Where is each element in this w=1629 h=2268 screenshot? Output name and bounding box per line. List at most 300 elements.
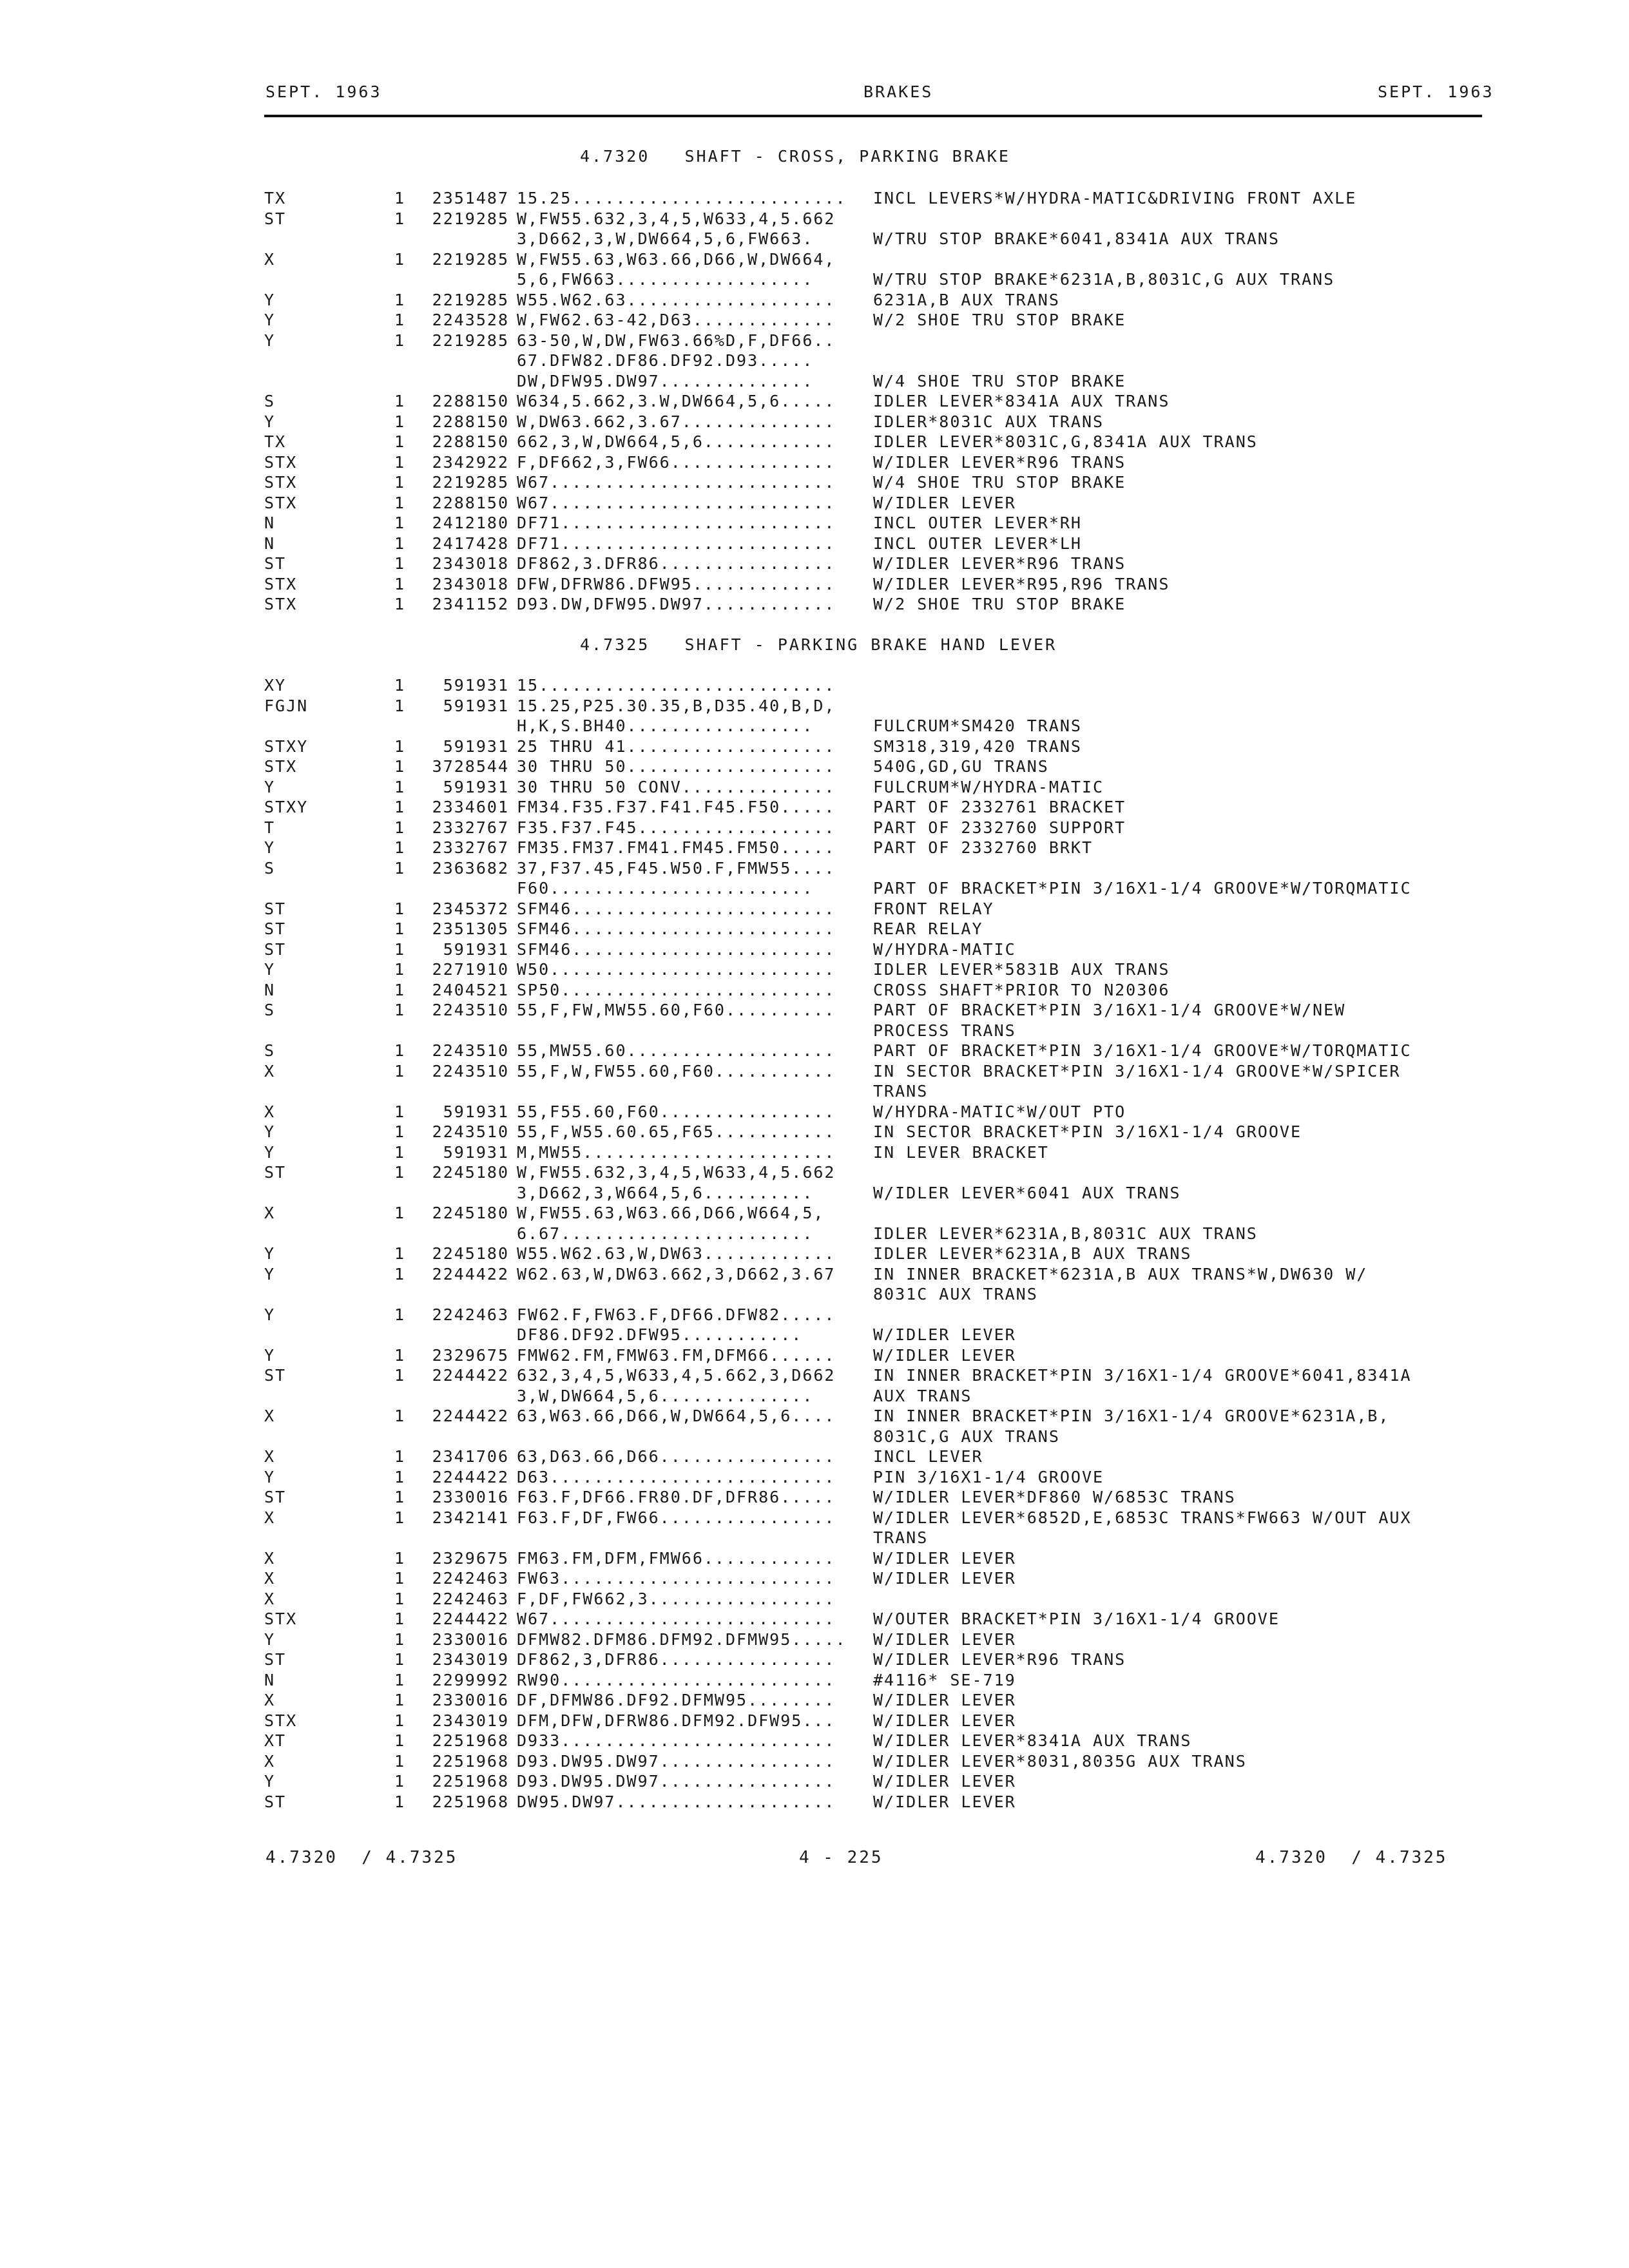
quantity: 1 xyxy=(394,696,406,715)
usage-code: ST xyxy=(264,1163,287,1182)
description: IDLER*8031C AUX TRANS xyxy=(873,412,1104,431)
application: 37,F37.45,F45.W50.F,FMW55.... xyxy=(517,858,836,878)
usage-code: STX xyxy=(264,1610,298,1628)
description: PROCESS TRANS xyxy=(873,1021,1016,1040)
quantity: 1 xyxy=(394,838,406,857)
table-row xyxy=(0,1386,1629,1407)
quantity: 1 xyxy=(394,1488,406,1506)
description: 6231A,B AUX TRANS xyxy=(873,290,1060,309)
description: W/IDLER LEVER xyxy=(873,1548,1016,1568)
usage-code: X xyxy=(264,1508,276,1527)
part-number: 2342922 xyxy=(432,452,509,472)
table-row xyxy=(0,1061,1629,1082)
description: W/IDLER LEVER*R96 TRANS xyxy=(873,452,1126,472)
application: 55,F,W55.60.65,F65........... xyxy=(517,1122,836,1141)
description: W/IDLER LEVER xyxy=(873,1325,1016,1344)
description: W/IDLER LEVER*6852D,E,6853C TRANS*FW663 W/OUT AUX xyxy=(873,1508,1412,1527)
application: DF86.DF92.DFW95........... xyxy=(517,1325,803,1344)
part-number: 2251968 xyxy=(432,1731,509,1750)
part-number: 2244422 xyxy=(432,1264,509,1283)
table-row xyxy=(0,1690,1629,1711)
table-row xyxy=(0,696,1629,716)
usage-code: Y xyxy=(264,1264,276,1283)
table-row xyxy=(0,1792,1629,1812)
application: 5,6,FW663.................. xyxy=(517,270,814,289)
description: W/IDLER LEVER*R96 TRANS xyxy=(873,1650,1126,1669)
usage-code: Y xyxy=(264,412,276,431)
description: 8031C,G AUX TRANS xyxy=(873,1427,1060,1446)
application: F,DF,FW662,3................. xyxy=(517,1589,836,1608)
quantity: 1 xyxy=(394,818,406,837)
header-left-date: SEPT. 1963 xyxy=(265,82,382,101)
quantity: 1 xyxy=(394,290,406,309)
quantity: 1 xyxy=(394,1772,406,1791)
table-row xyxy=(0,574,1629,595)
description: IDLER LEVER*8341A AUX TRANS xyxy=(873,392,1170,410)
usage-code: N xyxy=(264,1670,276,1689)
table-row xyxy=(0,533,1629,554)
table-row xyxy=(0,1446,1629,1467)
part-number: 2244422 xyxy=(432,1610,509,1628)
usage-code: XY xyxy=(264,676,287,695)
table-row xyxy=(0,777,1629,798)
description: W/IDLER LEVER*8341A AUX TRANS xyxy=(873,1731,1192,1750)
table-row xyxy=(0,412,1629,432)
quantity: 1 xyxy=(394,1548,406,1568)
table-row xyxy=(0,249,1629,270)
table-row xyxy=(0,331,1629,351)
description: INCL LEVERS*W/HYDRA-MATIC&DRIVING FRONT AXLE xyxy=(873,189,1357,207)
table-row xyxy=(0,1122,1629,1142)
part-number: 2219285 xyxy=(432,209,509,228)
usage-code: ST xyxy=(264,1792,287,1811)
application: F63.F,DF66.FR80.DF,DFR86..... xyxy=(517,1488,836,1506)
part-number: 2251968 xyxy=(432,1772,509,1791)
footer-left-ref: 4.7320 / 4.7325 xyxy=(265,1848,458,1867)
table-row xyxy=(0,1021,1629,1041)
description: W/IDLER LEVER xyxy=(873,1629,1016,1649)
description: W/OUTER BRACKET*PIN 3/16X1-1/4 GROOVE xyxy=(873,1610,1280,1628)
quantity: 1 xyxy=(394,1751,406,1771)
part-number: 2243528 xyxy=(432,311,509,329)
description: PART OF BRACKET*PIN 3/16X1-1/4 GROOVE*W/NEW xyxy=(873,1001,1346,1019)
application: D933......................... xyxy=(517,1731,836,1750)
application: W,FW55.632,3,4,5,W633,4,5.662 xyxy=(517,209,836,228)
part-number: 591931 xyxy=(443,676,509,695)
application: FW63......................... xyxy=(517,1569,836,1588)
usage-code: TX xyxy=(264,189,287,207)
application: W67.......................... xyxy=(517,493,836,512)
part-number: 2244422 xyxy=(432,1467,509,1486)
usage-code: Y xyxy=(264,1122,276,1141)
footer-right-ref: 4.7320 / 4.7325 xyxy=(1255,1848,1448,1867)
table-row xyxy=(0,838,1629,858)
usage-code: X xyxy=(264,1691,276,1709)
quantity: 1 xyxy=(394,1467,406,1486)
application: 55,F,W,FW55.60,F60........... xyxy=(517,1061,836,1081)
usage-code: STXY xyxy=(264,736,309,756)
part-number: 2412180 xyxy=(432,514,509,532)
application: 55,F,FW,MW55.60,F60.......... xyxy=(517,1001,836,1019)
part-number: 2243510 xyxy=(432,1122,509,1141)
table-row xyxy=(0,1142,1629,1163)
application: SFM46........................ xyxy=(517,899,836,918)
usage-code: ST xyxy=(264,939,287,959)
description: W/TRU STOP BRAKE*6041,8341A AUX TRANS xyxy=(873,229,1280,248)
description: FULCRUM*W/HYDRA-MATIC xyxy=(873,777,1104,796)
table-row xyxy=(0,1670,1629,1691)
application: FW62.F,FW63.F,DF66.DFW82..... xyxy=(517,1305,836,1324)
part-number: 2288150 xyxy=(432,392,509,410)
quantity: 1 xyxy=(394,554,406,573)
table-row xyxy=(0,899,1629,919)
table-row xyxy=(0,878,1629,899)
application: W50.......................... xyxy=(517,960,836,979)
part-number: 2245180 xyxy=(432,1163,509,1182)
table-row xyxy=(0,1589,1629,1610)
quantity: 1 xyxy=(394,1569,406,1588)
application: RW90......................... xyxy=(517,1670,836,1689)
part-number: 2299992 xyxy=(432,1670,509,1689)
application: DW,DFW95.DW97.............. xyxy=(517,371,814,390)
part-number: 2330016 xyxy=(432,1691,509,1709)
part-number: 2219285 xyxy=(432,249,509,269)
application: F63.F,DF,FW66................ xyxy=(517,1508,836,1527)
application: F60........................ xyxy=(517,879,814,898)
quantity: 1 xyxy=(394,1610,406,1628)
table-row xyxy=(0,1629,1629,1650)
usage-code: STXY xyxy=(264,798,309,816)
usage-code: N xyxy=(264,980,276,999)
application: SFM46........................ xyxy=(517,919,836,938)
application: FM34.F35.F37.F41.F45.F50..... xyxy=(517,798,836,816)
table-row xyxy=(0,1264,1629,1285)
table-row xyxy=(0,1731,1629,1751)
application: F,DF662,3,FW66............... xyxy=(517,452,836,472)
table-row xyxy=(0,1244,1629,1264)
quantity: 1 xyxy=(394,1366,406,1385)
table-row xyxy=(0,1000,1629,1021)
description: INCL LEVER xyxy=(873,1447,983,1466)
usage-code: Y xyxy=(264,1772,276,1791)
description: W/IDLER LEVER*8031,8035G AUX TRANS xyxy=(873,1751,1247,1771)
table-row xyxy=(0,1081,1629,1102)
part-number: 2271910 xyxy=(432,960,509,979)
table-row xyxy=(0,1325,1629,1345)
part-number: 2245180 xyxy=(432,1204,509,1222)
part-number: 2330016 xyxy=(432,1629,509,1649)
table-row xyxy=(0,290,1629,311)
part-number: 2251968 xyxy=(432,1792,509,1811)
table-row xyxy=(0,1508,1629,1528)
application: DF71......................... xyxy=(517,533,836,553)
usage-code: X xyxy=(264,1447,276,1466)
usage-code: X xyxy=(264,1548,276,1568)
part-number: 2242463 xyxy=(432,1589,509,1608)
application: 662,3,W,DW664,5,6............ xyxy=(517,432,836,451)
table-row xyxy=(0,919,1629,939)
table-row xyxy=(0,594,1629,615)
quantity: 1 xyxy=(394,1629,406,1649)
table-row xyxy=(0,472,1629,493)
application: 30 THRU 50 CONV.............. xyxy=(517,777,836,796)
application: 25 THRU 41................... xyxy=(517,736,836,756)
part-number: 2343018 xyxy=(432,554,509,573)
quantity: 1 xyxy=(394,432,406,451)
description: W/IDLER LEVER xyxy=(873,1711,1016,1730)
application: DFMW82.DFM86.DFM92.DFMW95..... xyxy=(517,1629,847,1649)
usage-code: T xyxy=(264,818,276,837)
part-number: 2219285 xyxy=(432,473,509,492)
part-number: 2341152 xyxy=(432,595,509,613)
usage-code: Y xyxy=(264,960,276,979)
description: PART OF BRACKET*PIN 3/16X1-1/4 GROOVE*W/TORQMATIC xyxy=(873,1041,1412,1060)
description: W/IDLER LEVER xyxy=(873,1792,1016,1811)
application: 55,F55.60,F60................ xyxy=(517,1102,836,1121)
description: TRANS xyxy=(873,1528,929,1547)
quantity: 1 xyxy=(394,392,406,410)
quantity: 1 xyxy=(394,1163,406,1182)
quantity: 1 xyxy=(394,899,406,918)
table-row xyxy=(0,432,1629,452)
description: INCL OUTER LEVER*LH xyxy=(873,533,1082,553)
part-number: 591931 xyxy=(443,696,509,715)
usage-code: Y xyxy=(264,1629,276,1649)
quantity: 1 xyxy=(394,1061,406,1081)
description: PART OF 2332760 BRKT xyxy=(873,838,1094,857)
application: W,FW55.63,W63.66,D66,W,DW664, xyxy=(517,249,836,269)
quantity: 1 xyxy=(394,1589,406,1608)
quantity: 1 xyxy=(394,595,406,613)
table-row xyxy=(0,1711,1629,1731)
part-number: 2404521 xyxy=(432,980,509,999)
description: IDLER LEVER*5831B AUX TRANS xyxy=(873,960,1170,979)
description: CROSS SHAFT*PRIOR TO N20306 xyxy=(873,980,1170,999)
quantity: 1 xyxy=(394,452,406,472)
description: W/TRU STOP BRAKE*6231A,B,8031C,G AUX TRANS xyxy=(873,270,1335,289)
usage-code: Y xyxy=(264,1142,276,1162)
usage-code: X xyxy=(264,1751,276,1771)
application: DW95.DW97.................... xyxy=(517,1792,836,1811)
part-number: 591931 xyxy=(443,777,509,796)
header-right-date: SEPT. 1963 xyxy=(1378,82,1494,101)
quantity: 1 xyxy=(394,1731,406,1750)
description: W/HYDRA-MATIC*W/OUT PTO xyxy=(873,1102,1126,1121)
table-row xyxy=(0,452,1629,473)
header-rule xyxy=(264,115,1482,117)
part-number: 2342141 xyxy=(432,1508,509,1527)
usage-code: X xyxy=(264,249,276,269)
application: FM35.FM37.FM41.FM45.FM50..... xyxy=(517,838,836,857)
quantity: 1 xyxy=(394,1142,406,1162)
usage-code: STX xyxy=(264,493,298,512)
description: W/4 SHOE TRU STOP BRAKE xyxy=(873,473,1126,492)
quantity: 1 xyxy=(394,533,406,553)
usage-code: X xyxy=(264,1061,276,1081)
table-row xyxy=(0,1365,1629,1386)
application: W55.W62.63................... xyxy=(517,290,836,309)
application: F35.F37.F45.................. xyxy=(517,818,836,837)
application: 67.DFW82.DF86.DF92.D93..... xyxy=(517,351,814,370)
part-number: 2251968 xyxy=(432,1751,509,1771)
usage-code: Y xyxy=(264,311,276,329)
usage-code: X xyxy=(264,1407,276,1425)
description: W/IDLER LEVER xyxy=(873,1345,1016,1365)
quantity: 1 xyxy=(394,209,406,228)
description: W/IDLER LEVER*DF860 W/6853C TRANS xyxy=(873,1488,1236,1506)
table-row xyxy=(0,939,1629,960)
table-row xyxy=(0,716,1629,736)
description: IN SECTOR BRACKET*PIN 3/16X1-1/4 GROOVE xyxy=(873,1122,1302,1141)
table-row xyxy=(0,493,1629,514)
application: FMW62.FM,FMW63.FM,DFM66...... xyxy=(517,1345,836,1365)
part-number: 2243510 xyxy=(432,1061,509,1081)
table-row xyxy=(0,1487,1629,1508)
application: 15........................... xyxy=(517,676,836,695)
application: 30 THRU 50................... xyxy=(517,757,836,776)
table-row xyxy=(0,1102,1629,1122)
description: IN INNER BRACKET*PIN 3/16X1-1/4 GROOVE*6231A,B, xyxy=(873,1407,1390,1425)
part-number: 2343019 xyxy=(432,1650,509,1669)
part-number: 2332767 xyxy=(432,838,509,857)
application: W634,5.662,3.W,DW664,5,6..... xyxy=(517,392,836,410)
application: W67.......................... xyxy=(517,473,836,492)
table-row xyxy=(0,391,1629,412)
application: W,DW63.662,3.67.............. xyxy=(517,412,836,431)
usage-code: Y xyxy=(264,1467,276,1486)
table-row xyxy=(0,1771,1629,1792)
description: W/IDLER LEVER xyxy=(873,493,1016,512)
application: M,MW55....................... xyxy=(517,1142,836,1162)
application: D63.......................... xyxy=(517,1467,836,1486)
table-row xyxy=(0,1203,1629,1224)
application: 15.25......................... xyxy=(517,189,847,207)
quantity: 1 xyxy=(394,939,406,959)
application: DFW,DFRW86.DFW95............. xyxy=(517,574,836,593)
usage-code: STX xyxy=(264,595,298,613)
page-number: 4 - 225 xyxy=(799,1848,883,1867)
section-title-4-7320: 4.7320 SHAFT - CROSS, PARKING BRAKE xyxy=(580,147,1010,166)
quantity: 1 xyxy=(394,1102,406,1121)
quantity: 1 xyxy=(394,736,406,756)
quantity: 1 xyxy=(394,777,406,796)
table-row xyxy=(0,1284,1629,1305)
part-number: 2351305 xyxy=(432,919,509,938)
usage-code: N xyxy=(264,514,276,532)
usage-code: N xyxy=(264,533,276,553)
application: 3,D662,3,W664,5,6.......... xyxy=(517,1183,814,1202)
application: DF862,3,DFR86................ xyxy=(517,1650,836,1669)
description: W/2 SHOE TRU STOP BRAKE xyxy=(873,311,1126,329)
table-row xyxy=(0,1427,1629,1447)
usage-code: X xyxy=(264,1102,276,1121)
description: PART OF 2332760 SUPPORT xyxy=(873,818,1126,837)
quantity: 1 xyxy=(394,412,406,431)
usage-code: Y xyxy=(264,838,276,857)
quantity: 1 xyxy=(394,1691,406,1709)
usage-code: X xyxy=(264,1204,276,1222)
application: H,K,S.BH40................. xyxy=(517,716,814,735)
description: AUX TRANS xyxy=(873,1386,972,1405)
usage-code: STX xyxy=(264,574,298,593)
application: DF,DFMW86.DF92.DFMW95........ xyxy=(517,1691,836,1709)
table-row xyxy=(0,736,1629,757)
usage-code: ST xyxy=(264,1488,287,1506)
description: 540G,GD,GU TRANS xyxy=(873,757,1049,776)
quantity: 1 xyxy=(394,189,406,207)
usage-code: ST xyxy=(264,919,287,938)
table-row xyxy=(0,513,1629,533)
application: 6.67....................... xyxy=(517,1224,814,1243)
description: IDLER LEVER*6231A,B,8031C AUX TRANS xyxy=(873,1224,1258,1243)
table-row xyxy=(0,229,1629,249)
description: W/IDLER LEVER*R96 TRANS xyxy=(873,554,1126,573)
quantity: 1 xyxy=(394,1447,406,1466)
application: W62.63,W,DW63.662,3,D662,3.67 xyxy=(517,1264,836,1283)
table-row xyxy=(0,1305,1629,1325)
application: W,FW55.632,3,4,5,W633,4,5.662 xyxy=(517,1163,836,1182)
part-number: 2242463 xyxy=(432,1569,509,1588)
usage-code: S xyxy=(264,392,276,410)
part-number: 2288150 xyxy=(432,493,509,512)
table-row xyxy=(0,1162,1629,1183)
application: SP50......................... xyxy=(517,980,836,999)
table-row xyxy=(0,1183,1629,1204)
usage-code: ST xyxy=(264,209,287,228)
usage-code: Y xyxy=(264,331,276,350)
description: IN INNER BRACKET*PIN 3/16X1-1/4 GROOVE*6041,8341A xyxy=(873,1366,1412,1385)
table-row xyxy=(0,756,1629,777)
part-number: 2243510 xyxy=(432,1041,509,1060)
application: W55.W62.63,W,DW63............ xyxy=(517,1244,836,1263)
usage-code: ST xyxy=(264,1366,287,1385)
table-row xyxy=(0,1041,1629,1061)
part-number: 2219285 xyxy=(432,331,509,350)
usage-code: Y xyxy=(264,777,276,796)
application: 15.25,P25.30.35,B,D35.40,B,D, xyxy=(517,696,836,715)
usage-code: S xyxy=(264,1041,276,1060)
usage-code: S xyxy=(264,1001,276,1019)
section-title-4-7325: 4.7325 SHAFT - PARKING BRAKE HAND LEVER xyxy=(580,635,1057,654)
description: IN SECTOR BRACKET*PIN 3/16X1-1/4 GROOVE*W/SPICER xyxy=(873,1061,1401,1081)
table-row xyxy=(0,959,1629,980)
description: FULCRUM*SM420 TRANS xyxy=(873,716,1082,735)
part-number: 3728544 xyxy=(432,757,509,776)
part-number: 2343019 xyxy=(432,1711,509,1730)
quantity: 1 xyxy=(394,1244,406,1263)
description: FRONT RELAY xyxy=(873,899,994,918)
part-number: 2244422 xyxy=(432,1366,509,1385)
table-row xyxy=(0,797,1629,818)
description: TRANS xyxy=(873,1082,929,1100)
table-row xyxy=(0,209,1629,229)
description: PIN 3/16X1-1/4 GROOVE xyxy=(873,1467,1104,1486)
quantity: 1 xyxy=(394,960,406,979)
table-row xyxy=(0,1345,1629,1366)
part-number: 2363682 xyxy=(432,858,509,878)
quantity: 1 xyxy=(394,980,406,999)
usage-code: ST xyxy=(264,1650,287,1669)
usage-code: Y xyxy=(264,1345,276,1365)
usage-code: STX xyxy=(264,473,298,492)
usage-code: TX xyxy=(264,432,287,451)
application: 3,D662,3,W,DW664,5,6,FW663. xyxy=(517,229,814,248)
description: IN LEVER BRACKET xyxy=(873,1142,1049,1162)
table-row xyxy=(0,1467,1629,1488)
description: W/IDLER LEVER*6041 AUX TRANS xyxy=(873,1183,1181,1202)
application: 63-50,W,DW,FW63.66%D,F,DF66.. xyxy=(517,331,836,350)
part-number: 2244422 xyxy=(432,1407,509,1425)
